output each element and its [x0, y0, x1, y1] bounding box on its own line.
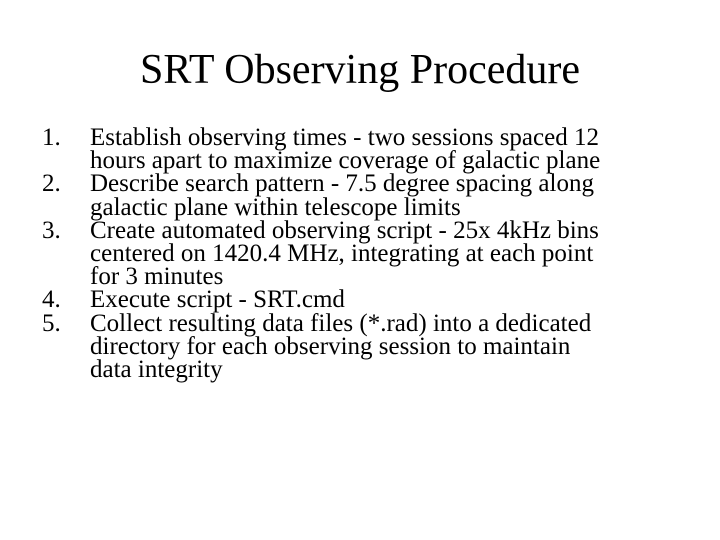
- list-item: [42, 309, 682, 384]
- list-item-number: 1.: [42, 124, 61, 151]
- procedure-list: [42, 124, 682, 384]
- list-item-text: Execute script - SRT.cmd: [90, 286, 345, 314]
- list-item: [42, 286, 682, 314]
- slide-title: SRT Observing Procedure: [140, 47, 580, 93]
- list-item: [42, 170, 682, 221]
- list-item-text: Collect resulting data files (*.rad) into a dedicated directory for each observing session to maintain data integrity: [90, 309, 592, 384]
- list-item-number: 3.: [42, 216, 61, 244]
- list-item-number: 4.: [42, 286, 61, 314]
- list-item-text: Establish observing times - two sessions spaced 12 hours apart to maximize coverage of galactic plane: [90, 124, 601, 175]
- list-item-text: Create automated observing script - 25x 4kHz bins centered on 1420.4 MHz, integrating at each point for 3 minutes: [90, 216, 599, 291]
- list-item-number: 5.: [42, 309, 61, 337]
- list-item-number: 2.: [42, 170, 61, 198]
- list-item: [42, 124, 682, 175]
- list-item: [42, 216, 682, 291]
- list-item-text: Describe search pattern - 7.5 degree spacing along galactic plane within telescope limits: [90, 170, 594, 221]
